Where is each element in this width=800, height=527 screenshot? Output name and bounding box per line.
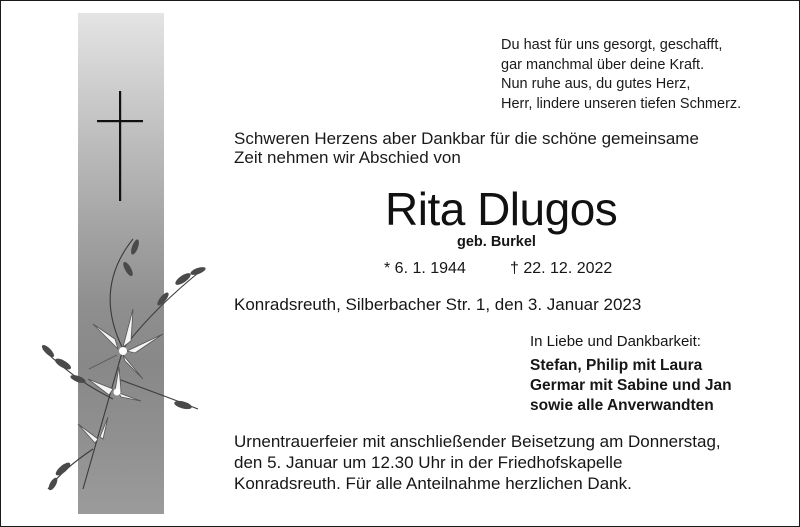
mourners-intro: In Liebe und Dankbarkeit: — [530, 333, 701, 350]
funeral-info — [234, 431, 721, 494]
deceased-name: Rita Dlugos — [385, 183, 618, 235]
death-date: † 22. 12. 2022 — [510, 260, 613, 277]
birth-date: * 6. 1. 1944 — [384, 260, 466, 277]
cross-icon — [97, 91, 143, 201]
lily-bouquet-icon — [23, 229, 223, 499]
mourner-line: sowie alle Anverwandten — [530, 397, 714, 414]
poem-line: Herr, lindere unseren tiefen Schmerz. — [501, 95, 742, 112]
mourners-list — [530, 356, 732, 416]
intro-line-1: Schweren Herzens aber Dankbar für die schöne gemeinsame — [234, 129, 699, 148]
funeral-line: Urnentrauerfeier mit anschließender Beisetzung am Donnerstag, — [234, 432, 721, 451]
funeral-line: Konradsreuth. Für alle Anteilnahme herzlichen Dank. — [234, 474, 632, 493]
birth-name: geb. Burkel — [457, 234, 536, 250]
poem-line: Du hast für uns gesorgt, geschafft, — [501, 37, 723, 53]
poem-line: gar manchmal über deine Kraft. — [501, 56, 705, 73]
memorial-poem — [501, 36, 781, 114]
intro-line-2: Zeit nehmen wir Abschied von — [234, 148, 461, 167]
mourner-line: Stefan, Philip mit Laura — [530, 357, 703, 374]
poem-line: Nun ruhe aus, du gutes Herz, — [501, 76, 691, 92]
place-and-date: Konradsreuth, Silberbacher Str. 1, den 3. Januar 2023 — [234, 295, 642, 314]
funeral-line: den 5. Januar um 12.30 Uhr in der Friedhofskapelle — [234, 453, 623, 472]
mourner-line: Germar mit Sabine und Jan — [530, 377, 732, 394]
